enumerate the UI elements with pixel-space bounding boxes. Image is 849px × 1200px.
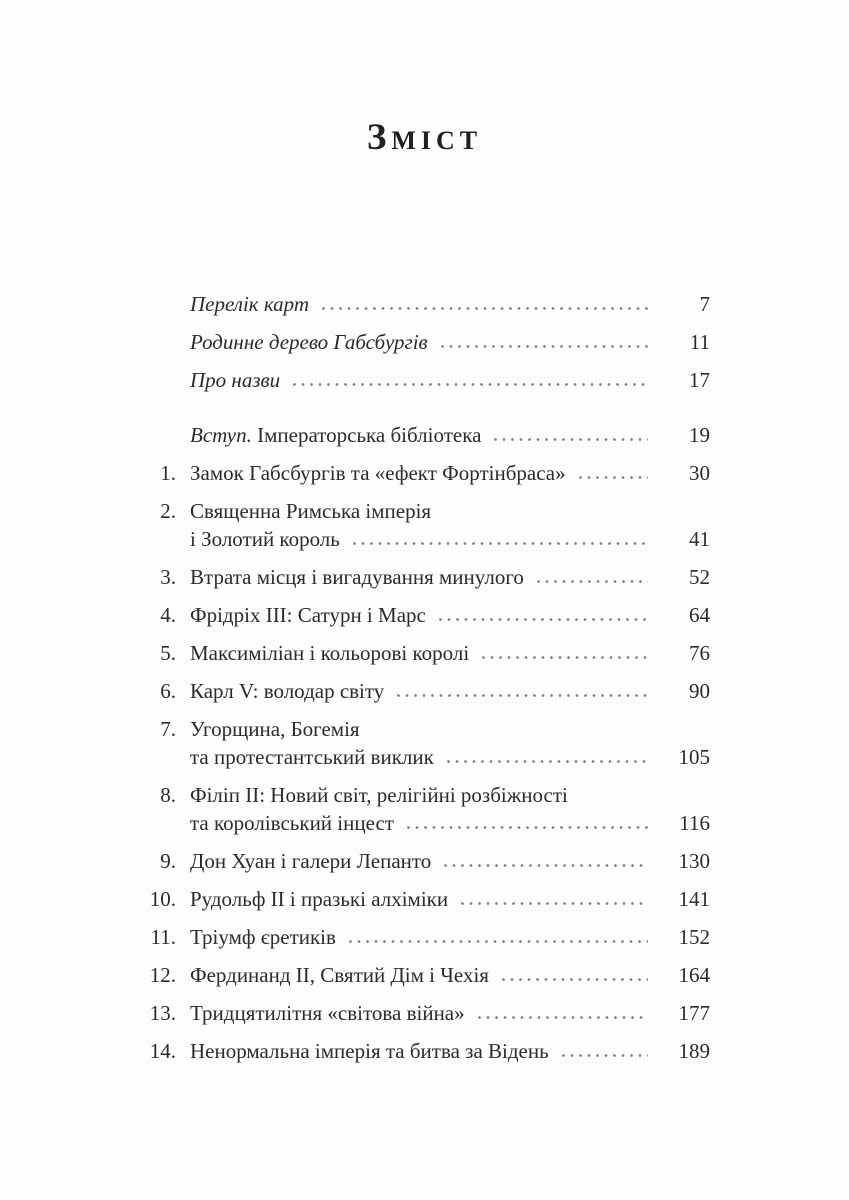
- toc-entry-chapter-14: [149, 1037, 710, 1065]
- toc-entry-label: Втрата місця і вигадування минулого: [190, 565, 524, 589]
- toc-entry-chapter-13: [149, 999, 710, 1027]
- toc-entry-page: 41: [689, 527, 710, 551]
- dot-leader: [348, 939, 648, 944]
- dot-leader: [321, 306, 648, 311]
- dot-leader: [446, 759, 648, 764]
- toc-entry-label-line2: та протестантський виклик: [190, 745, 434, 769]
- toc-entry-label: Тріумф єретиків: [190, 925, 336, 949]
- chapter-number: 1.: [160, 461, 176, 485]
- toc-entry-list-of-maps: [190, 290, 710, 318]
- toc-entry-chapter-8: [160, 781, 710, 837]
- toc-entry-label: Фрідріх III: Сатурн і Марс: [190, 603, 426, 627]
- toc-entry-page: 30: [689, 461, 710, 485]
- page-title: Зміст: [366, 117, 483, 158]
- chapter-number: 4.: [160, 603, 176, 627]
- toc-entry-chapter-7: [160, 715, 710, 771]
- dot-leader: [292, 382, 648, 387]
- chapter-number: 7.: [160, 717, 176, 741]
- toc-entry-chapter-6: [160, 677, 710, 705]
- chapter-number: 3.: [160, 565, 176, 589]
- toc-entry-chapter-9: [160, 847, 710, 875]
- toc-entry-page: 64: [689, 603, 710, 627]
- toc-entry-page: 130: [678, 849, 710, 873]
- toc-entry-chapter-3: [160, 563, 710, 591]
- toc-entry-label: Замок Габсбургів та «ефект Фортінбраса»: [190, 461, 566, 485]
- toc-entry-label: Рудольф II і празькі алхіміки: [190, 887, 449, 911]
- dot-leader: [578, 475, 648, 480]
- toc-entry-page: 177: [678, 1001, 710, 1025]
- dot-leader: [406, 825, 648, 830]
- toc-entry-label: Перелік карт: [190, 292, 310, 316]
- toc-entry-label-line2: і Золотий король: [190, 527, 340, 551]
- toc-entry-page: 7: [699, 292, 710, 316]
- toc-entry-chapter-1: [160, 459, 710, 487]
- dot-leader: [460, 901, 648, 906]
- toc-entry-chapter-10: [149, 885, 710, 913]
- toc-entry-lead: Вступ.: [190, 423, 252, 447]
- toc-entry-page: 11: [689, 330, 710, 354]
- dot-leader: [477, 1015, 648, 1020]
- toc-entry-chapter-5: [160, 639, 710, 667]
- toc-entry-page: 189: [678, 1039, 710, 1063]
- toc-entry-page: 116: [679, 811, 710, 835]
- dot-leader: [352, 541, 648, 546]
- toc-entry-label: Дон Хуан і галери Лепанто: [190, 849, 432, 873]
- toc-entry-on-names: [190, 366, 710, 394]
- toc-entry-chapter-2: [160, 497, 710, 553]
- toc-entry-label: Ненормальна імперія та битва за Відень: [190, 1039, 549, 1063]
- toc-entry-family-tree: [190, 328, 710, 356]
- chapter-number: 13.: [149, 1001, 176, 1025]
- chapter-number: 10.: [149, 887, 176, 911]
- dot-leader: [481, 655, 648, 660]
- toc-entry-label: [190, 421, 481, 449]
- toc-entry-introduction: [190, 421, 710, 449]
- dot-leader: [440, 344, 648, 349]
- toc-entry-label: Тридцятилітня «світова війна»: [190, 1001, 465, 1025]
- dot-leader: [561, 1053, 648, 1058]
- toc-entry-label: Карл V: володар світу: [190, 679, 385, 703]
- chapter-number: 5.: [160, 641, 176, 665]
- toc-entry-label-line1: Угорщина, Богемія: [190, 717, 360, 741]
- dot-leader: [438, 617, 648, 622]
- toc-entry-label-line1: Священна Римська імперія: [190, 499, 432, 523]
- toc-entry-page: 52: [689, 565, 710, 589]
- toc-entry-chapter-4: [160, 601, 710, 629]
- dot-leader: [493, 437, 648, 442]
- toc-entry-chapter-12: [149, 961, 710, 989]
- chapter-number: 8.: [160, 783, 176, 807]
- toc-entry-label: Фердинанд II, Святий Дім і Чехія: [190, 963, 489, 987]
- toc-entry-page: 17: [689, 368, 710, 392]
- toc-entry-label: Про назви: [190, 368, 281, 392]
- dot-leader: [396, 693, 648, 698]
- toc-entry-page: 152: [678, 925, 710, 949]
- chapter-number: 9.: [160, 849, 176, 873]
- toc-entry-label: Родинне дерево Габсбургів: [190, 330, 428, 354]
- toc-entry-page: 105: [678, 745, 710, 769]
- chapter-number: 14.: [149, 1039, 176, 1063]
- toc-entry-title: Імператорська бібліотека: [257, 423, 482, 447]
- chapter-number: 12.: [149, 963, 176, 987]
- toc-entry-label-line1: Філіп II: Новий світ, релігійні розбіжності: [190, 783, 568, 807]
- toc-entry-page: 19: [689, 423, 710, 447]
- dot-leader: [443, 863, 648, 868]
- toc-entry-page: 90: [689, 679, 710, 703]
- toc-entry-label: Максиміліан і кольорові королі: [190, 641, 470, 665]
- chapter-number: 11.: [150, 925, 176, 949]
- toc-entry-page: 141: [678, 887, 710, 911]
- toc-entry-label-line2: та королівський інцест: [190, 811, 394, 835]
- dot-leader: [501, 977, 648, 982]
- toc-entry-page: 164: [678, 963, 710, 987]
- table-of-contents: [149, 290, 710, 1075]
- chapter-number: 6.: [160, 679, 176, 703]
- dot-leader: [536, 579, 648, 584]
- chapter-number: 2.: [160, 499, 176, 523]
- toc-entry-page: 76: [689, 641, 710, 665]
- toc-entry-chapter-11: [150, 923, 710, 951]
